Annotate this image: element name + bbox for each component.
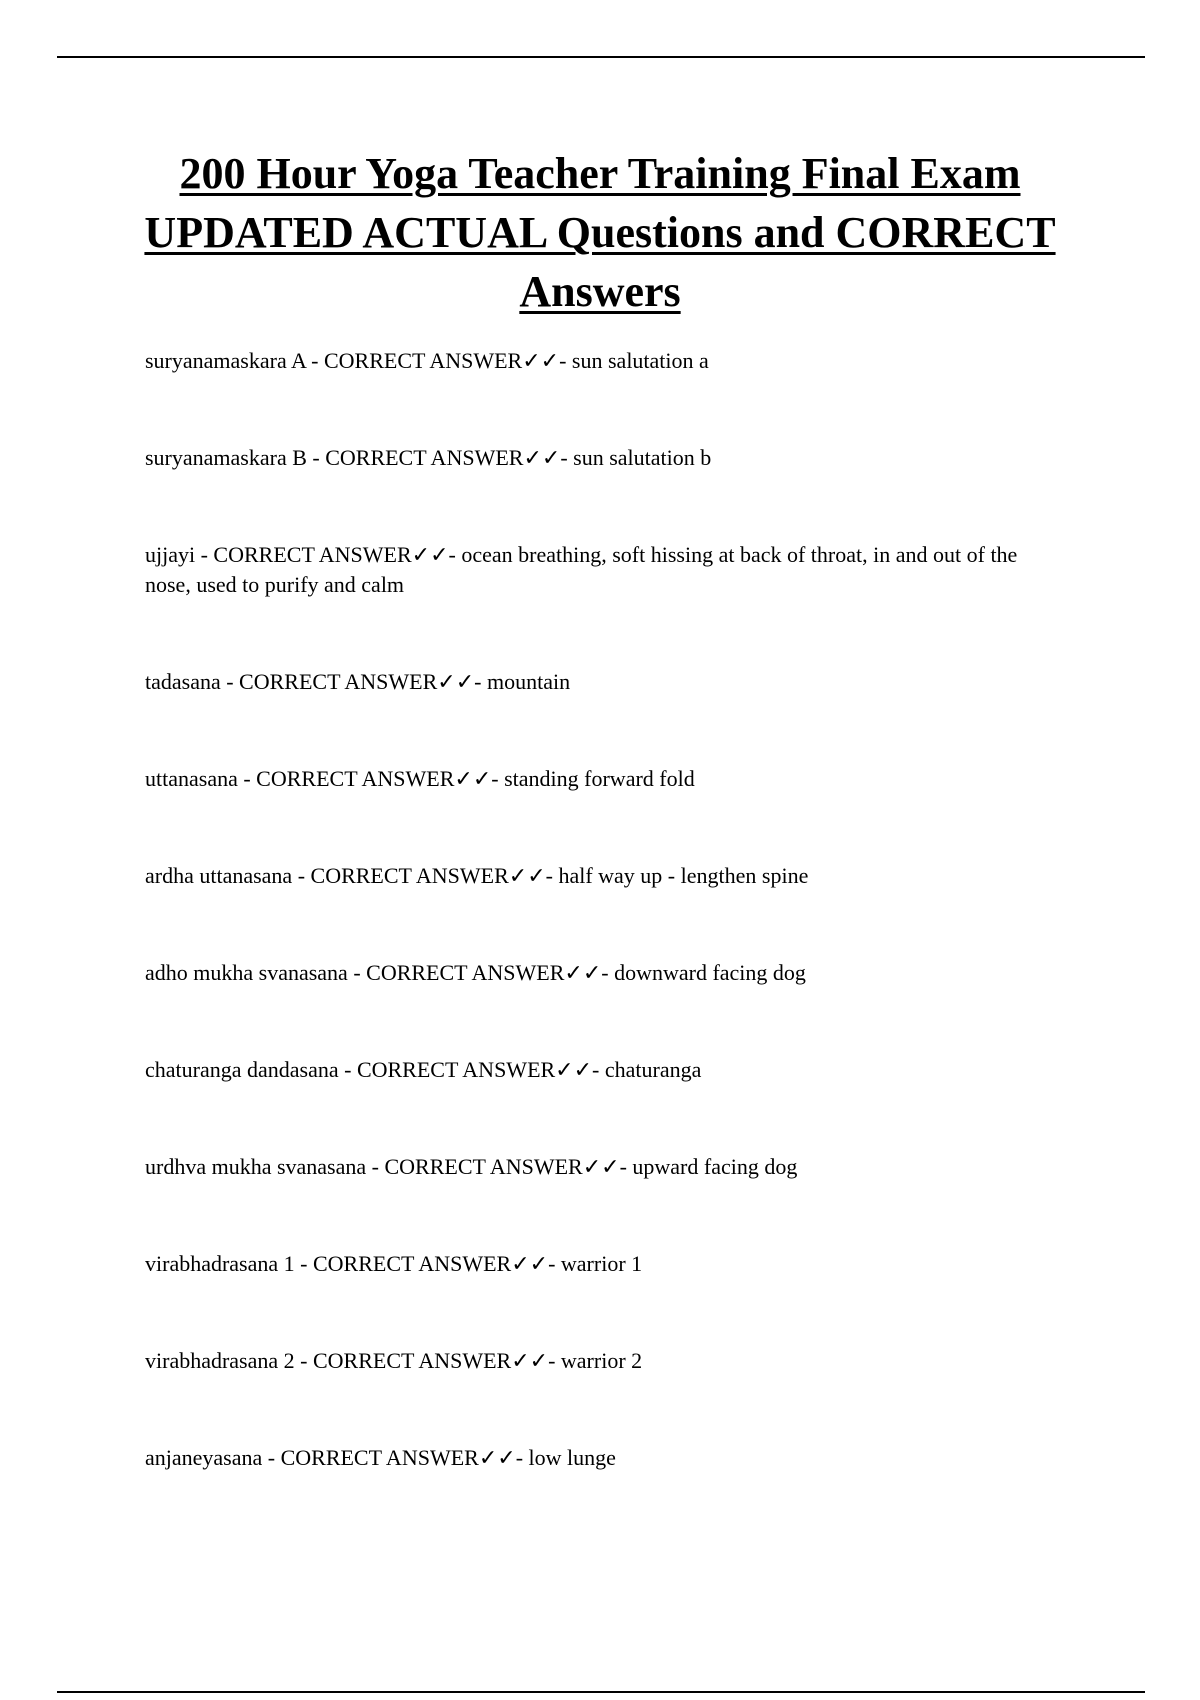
qa-entry: tadasana - CORRECT ANSWER✓✓- mountain: [145, 669, 571, 694]
qa-entry: virabhadrasana 1 - CORRECT ANSWER✓✓- warrior 1: [145, 1251, 643, 1276]
qa-entry: chaturanga dandasana - CORRECT ANSWER✓✓- chaturanga: [145, 1057, 702, 1082]
footer-rule: [57, 1691, 1145, 1693]
qa-entry: uttanasana - CORRECT ANSWER✓✓- standing forward fold: [145, 766, 695, 791]
qa-entry: suryanamaskara B - CORRECT ANSWER✓✓- sun salutation b: [145, 445, 712, 470]
header-rule: [57, 56, 1145, 58]
qa-entry: anjaneyasana - CORRECT ANSWER✓✓- low lunge: [145, 1445, 616, 1470]
document-title-text: 200 Hour Yoga Teacher Training Final Exam UPDATED ACTUAL Questions and CORRECT Answers: [144, 149, 1056, 316]
qa-entry: adho mukha svanasana - CORRECT ANSWER✓✓- downward facing dog: [145, 960, 806, 985]
qa-entry: ujjayi - CORRECT ANSWER✓✓- ocean breathing, soft hissing at back of throat, in and out of the nose, used to purify and calm: [145, 542, 1018, 597]
qa-entry: urdhva mukha svanasana - CORRECT ANSWER✓✓- upward facing dog: [145, 1154, 798, 1179]
qa-entry: suryanamaskara A - CORRECT ANSWER✓✓- sun salutation a: [145, 348, 709, 373]
qa-entry: virabhadrasana 2 - CORRECT ANSWER✓✓- warrior 2: [145, 1348, 643, 1373]
document-title: [100, 144, 1100, 321]
qa-entry: ardha uttanasana - CORRECT ANSWER✓✓- half way up - lengthen spine: [145, 863, 809, 888]
